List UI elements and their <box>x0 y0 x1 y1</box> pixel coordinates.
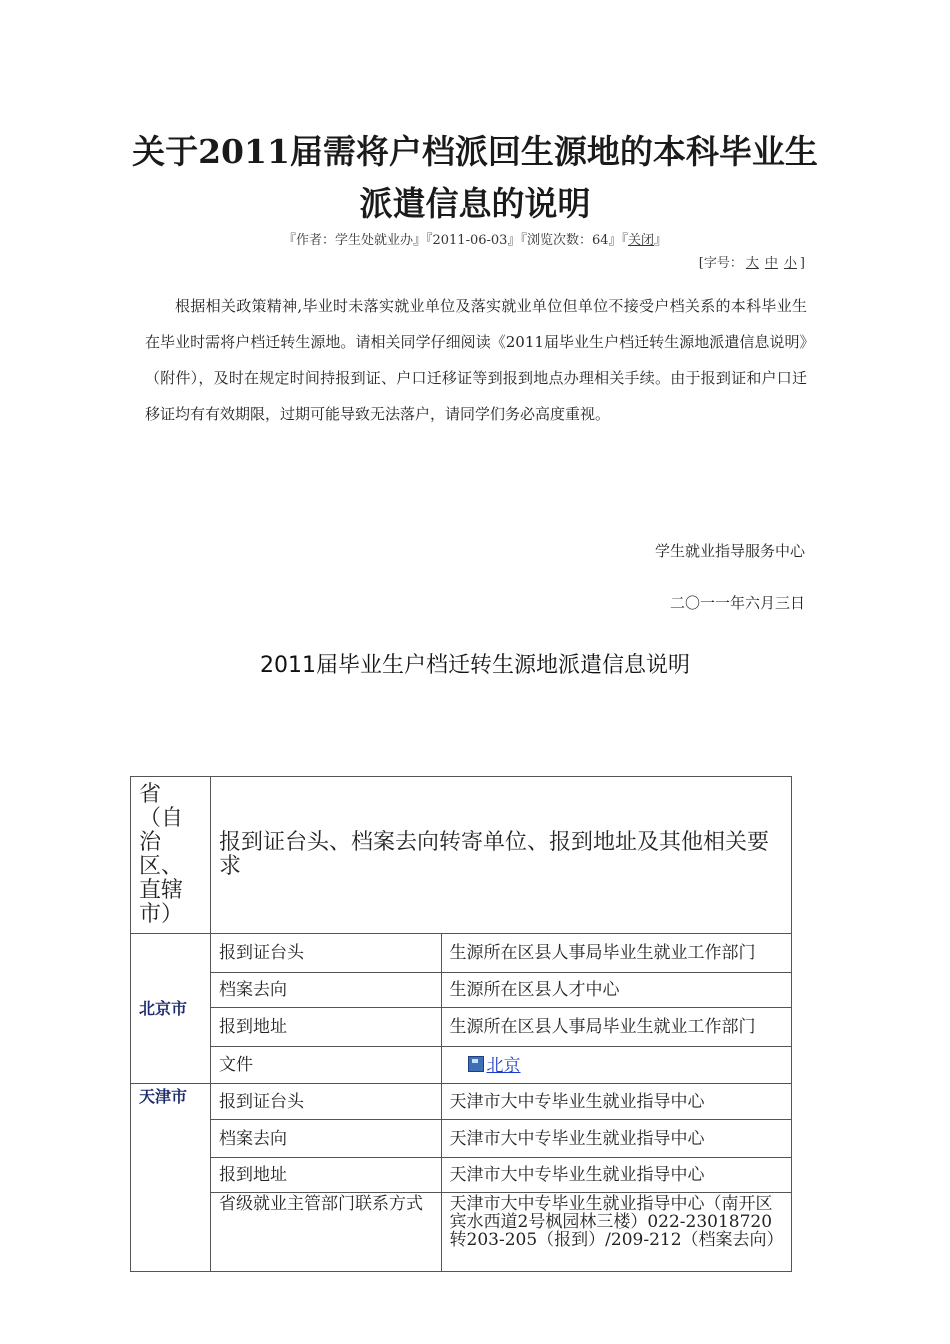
page-title: 关于2011届需将户档派回生源地的本科毕业生 <box>132 132 818 171</box>
page-title-line2: 派遣信息的说明 <box>359 184 591 223</box>
header-requirements: 报到证台头、档案去向转寄单位、报到地址及其他相关要求 <box>210 777 791 934</box>
body-paragraph: 根据相关政策精神,毕业时未落实就业单位及落实就业单位但单位不接受户档关系的本科毕业生在毕业时需将户档迁转生源地。请相关同学仔细阅读《2011届毕业生户档迁转生源地派遣信息说明》（附件），及时在规定时间持报到证、户口迁移证等到报到地点办理相关手续。由于报到证和户口迁移证均有有效期限，过期可能导致无法落户，请同学们务必高度重视。 <box>145 297 807 423</box>
floppy-disk-icon <box>468 1056 484 1072</box>
row-label: 报到证台头 <box>210 1084 441 1120</box>
row-value: 生源所在区县人事局毕业生就业工作部门 <box>441 1008 791 1047</box>
row-label: 省级就业主管部门联系方式 <box>210 1193 441 1272</box>
font-size-small-link[interactable]: 小 <box>783 256 797 271</box>
meta-suffix: 』 <box>654 233 668 248</box>
font-size-medium-link[interactable]: 中 <box>764 256 778 271</box>
row-value: 生源所在区县人才中心 <box>441 973 791 1008</box>
font-size-large-link[interactable]: 大 <box>745 256 759 271</box>
row-value: 天津市大中专毕业生就业指导中心（南开区宾水西道2号枫园林三楼）022-23018720转203-205（报到）/209-212（档案去向） <box>441 1193 791 1272</box>
beijing-file-link[interactable]: 北京 <box>486 1055 521 1076</box>
row-value: 生源所在区县人事局毕业生就业工作部门 <box>441 934 791 973</box>
row-label: 报到地址 <box>210 1008 441 1047</box>
signature-org: 学生就业指导服务中心 <box>654 542 805 560</box>
close-link[interactable]: 关闭 <box>627 233 654 248</box>
info-table <box>130 776 792 1272</box>
font-size-label: [字号： <box>698 256 743 271</box>
font-size-end: ] <box>799 256 805 271</box>
row-label: 报到地址 <box>210 1158 441 1193</box>
row-label: 文件 <box>210 1047 441 1084</box>
row-value <box>441 1047 791 1084</box>
signature-date: 二〇一一年六月三日 <box>669 594 805 612</box>
province-beijing: 北京市 <box>131 934 211 1084</box>
section-subtitle: 2011届毕业生户档迁转生源地派遣信息说明 <box>260 653 690 678</box>
article-meta <box>0 229 950 248</box>
row-label: 档案去向 <box>210 973 441 1008</box>
row-label: 报到证台头 <box>210 934 441 973</box>
font-size-selector <box>699 252 805 271</box>
row-value: 天津市大中专毕业生就业指导中心 <box>441 1120 791 1158</box>
row-value: 天津市大中专毕业生就业指导中心 <box>441 1084 791 1120</box>
row-value: 天津市大中专毕业生就业指导中心 <box>441 1158 791 1193</box>
province-tianjin: 天津市 <box>131 1084 211 1272</box>
row-label: 档案去向 <box>210 1120 441 1158</box>
header-province: 省（自治区、直辖市） <box>131 777 211 934</box>
meta-info: 『作者：学生处就业办』『2011-06-03』『浏览次数：64』『 <box>282 233 628 248</box>
